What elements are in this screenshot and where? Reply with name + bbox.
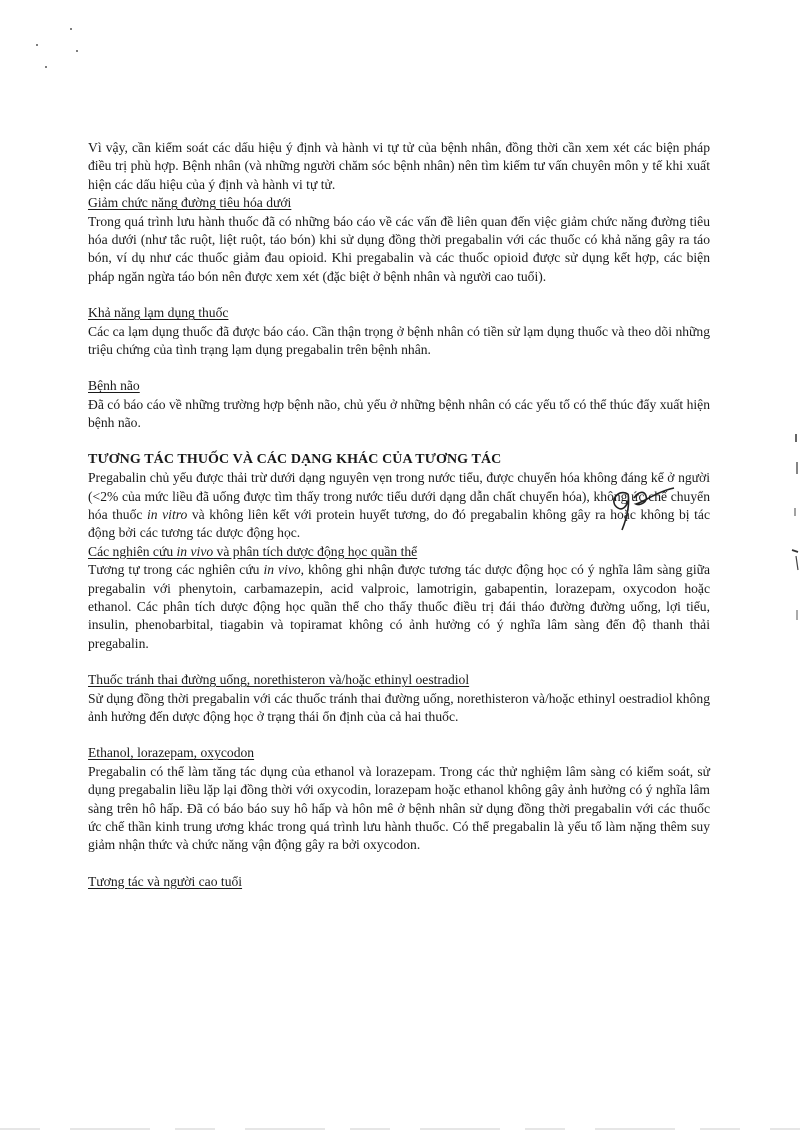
scan-speck — [76, 50, 78, 52]
section-abuse — [88, 304, 710, 359]
section-heading — [88, 543, 417, 561]
section-heading: Giảm chức năng đường tiêu hóa dưới — [88, 195, 292, 211]
body-text: Tương tự trong các nghiên cứu — [88, 562, 264, 578]
section-invivo — [88, 543, 710, 653]
section-body: Pregabalin có thể làm tăng tác dụng của ethanol và lorazepam. Trong các thử nghiệm lâm sàng có kiểm soát, sử dụng pregabalin liều lặp lại đồng thời với oxycodin, lorazepam hoặc ethanol không gây ảnh hưởng có ý nghĩa lâm sàng trên hô hấp. Đã có báo báo suy hô hấp và hôn mê ở bệnh nhân sử dụng đồng thời pregabalin với các thuốc ức chế thần kinh trung ương khác trong quá trình lưu hành thuốc. Có thể pregabalin là yếu tố làm nặng thêm suy giảm nhận thức và chức năng vận động gây ra bởi oxycodon. — [88, 763, 710, 853]
scan-speck — [36, 44, 38, 46]
section-lower-gi — [88, 194, 710, 286]
intro-italic: in vitro — [146, 506, 188, 522]
handwritten-signature — [604, 480, 684, 536]
intro-paragraph: Vì vậy, cần kiểm soát các dấu hiệu ý định và hành vi tự tử của bệnh nhân, đồng thời cần xem xét các biện pháp điều trị phù hợp. Bệnh nhân (và những người chăm sóc bệnh nhân) nên tìm kiếm tư vấn chuyên môn y tế khi xuất hiện các dấu hiệu của ý định và hành vi tự tử. — [88, 140, 710, 192]
section-heading: Thuốc tránh thai đường uống, norethisteron và/hoặc ethinyl oestradiol — [88, 672, 470, 688]
heading-text: Các nghiên cứu — [88, 543, 177, 559]
section-encephalopathy — [88, 377, 710, 432]
intro-text: Pregabalin chủ yếu được thải trừ dưới dạng nguyên vẹn trong nước tiểu, được chuyển hóa không đáng kể ở người (<2% của mức liều đã uống được tìm thấy trong nước tiểu dưới dạng dẫn chất chuyển hóa), không ức chế chuyển hóa thuốc — [88, 470, 710, 522]
section-body — [88, 561, 710, 653]
scan-edge-marks — [780, 430, 800, 630]
section-ethanol — [88, 744, 710, 854]
scan-speck — [45, 66, 47, 68]
interactions-title: TƯƠNG TÁC THUỐC VÀ CÁC DẠNG KHÁC CỦA TƯƠNG TÁC — [88, 451, 502, 467]
section-heading: Ethanol, lorazepam, oxycodon — [88, 745, 255, 761]
section-body: Đã có báo cáo về những trường hợp bệnh não, chủ yếu ở những bệnh nhân có các yếu tố có thể thúc đẩy xuất hiện bệnh não. — [88, 396, 710, 431]
intro-text: và không liên kết với protein huyết tương, do đó pregabalin không gây ra hoặc không bị tác động bởi các tương tác dược động học. — [88, 506, 710, 541]
section-contraceptives — [88, 671, 710, 726]
scan-speck — [70, 28, 72, 30]
body-italic: in vivo — [263, 562, 301, 578]
scan-bottom-edge — [0, 1121, 800, 1131]
heading-italic: in vivo — [176, 543, 214, 559]
section-heading-elderly: Tương tác và người cao tuổi — [88, 873, 243, 889]
section-body: Trong quá trình lưu hành thuốc đã có những báo cáo về các vấn đề liên quan đến việc giảm chức năng đường tiêu hóa dưới (như tắc ruột, liệt ruột, táo bón) khi sử dụng đồng thời pregabalin với các thuốc có khả năng gây ra táo bón, ví dụ như các thuốc giảm đau opioid. Khi pregabalin và các thuốc opioid được sử dụng kết hợp, các biện pháp ngăn ngừa táo bón nên được xem xét (đặc biệt ở bệnh nhân và người cao tuổi). — [88, 213, 710, 284]
body-text: , không ghi nhận được tương tác dược động học có ý nghĩa lâm sàng giữa pregabalin với phenytoin, carbamazepin, acid valproic, lamotrigin, gabapentin, lorazepam, oxycodon hoặc ethanol. Các phân tích dược động học quần thể cho thấy thuốc điều trị đái tháo đường đường uống, lợi tiểu, insulin, phenobarbital, tiagabin và topiramat không có ảnh hưởng có ý nghĩa lâm sàng đến độ thanh thải pregabalin. — [88, 562, 710, 651]
heading-text: và phân tích dược động học quần thể — [213, 543, 418, 559]
section-body: Sử dụng đồng thời pregabalin với các thuốc tránh thai đường uống, norethisteron và/hoặc ethinyl oestradiol không ảnh hưởng đến dược động học ở trạng thái ổn định của cả hai thuốc. — [88, 690, 710, 724]
section-heading: Khả năng lạm dụng thuốc — [88, 305, 229, 321]
section-body: Các ca lạm dụng thuốc đã được báo cáo. Cần thận trọng ở bệnh nhân có tiền sử lạm dụng thuốc và theo dõi những triệu chứng của tình trạng lạm dụng pregabalin trên bệnh nhân. — [88, 323, 710, 358]
section-heading: Bệnh não — [88, 378, 140, 394]
